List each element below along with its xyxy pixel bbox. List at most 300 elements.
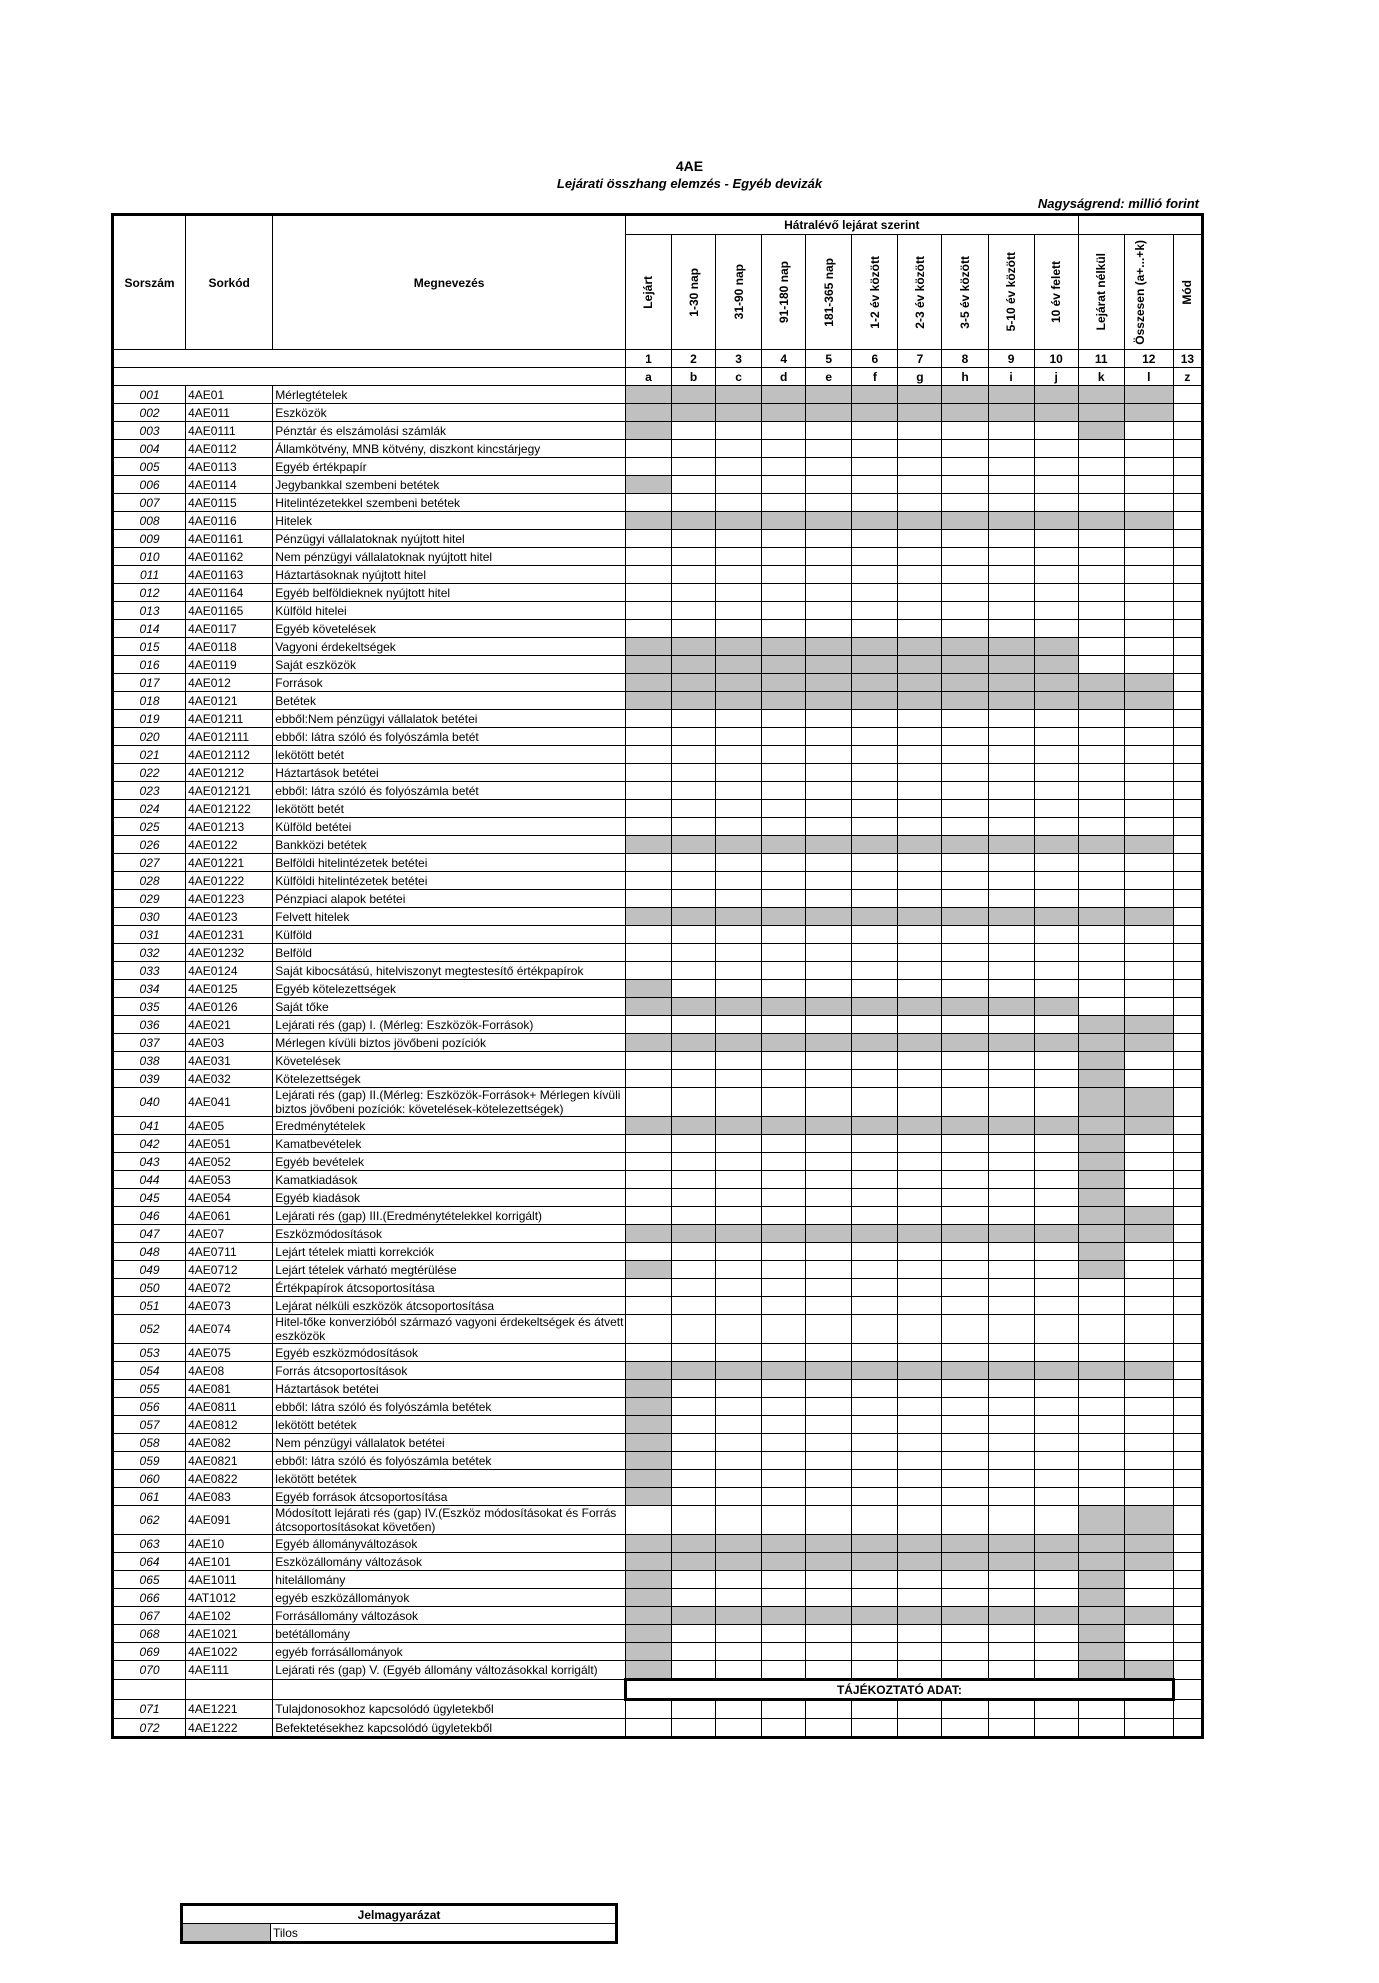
input-cell[interactable] [671,1243,715,1261]
input-cell[interactable] [762,728,806,746]
input-cell[interactable] [806,1297,852,1315]
input-cell[interactable] [988,980,1034,998]
input-cell[interactable] [942,1016,988,1034]
input-cell[interactable] [1034,1070,1078,1088]
input-cell[interactable] [671,926,715,944]
input-cell[interactable] [806,1506,852,1535]
input-cell[interactable] [806,1719,852,1738]
input-cell[interactable] [1124,1344,1173,1362]
input-cell[interactable] [806,1207,852,1225]
input-cell[interactable] [1034,1719,1078,1738]
input-cell[interactable] [988,1380,1034,1398]
input-cell[interactable] [898,1243,942,1261]
input-cell[interactable] [1034,1434,1078,1452]
input-cell[interactable] [762,584,806,602]
input-cell[interactable] [1124,458,1173,476]
input-cell[interactable] [1124,1571,1173,1589]
input-cell[interactable] [1078,1452,1124,1470]
input-cell[interactable] [1124,1261,1173,1279]
input-cell[interactable] [898,1380,942,1398]
input-cell[interactable] [716,1380,762,1398]
input-cell[interactable] [762,620,806,638]
input-cell[interactable] [716,764,762,782]
input-cell[interactable] [1078,1434,1124,1452]
input-cell[interactable] [898,1315,942,1344]
input-cell[interactable] [671,1506,715,1535]
input-cell[interactable] [852,818,898,836]
input-cell[interactable] [1173,656,1202,674]
input-cell[interactable] [942,1488,988,1506]
input-cell[interactable] [988,1016,1034,1034]
input-cell[interactable] [1173,782,1202,800]
input-cell[interactable] [1124,1398,1173,1416]
input-cell[interactable] [988,1452,1034,1470]
input-cell[interactable] [671,962,715,980]
input-cell[interactable] [806,494,852,512]
input-cell[interactable] [898,602,942,620]
input-cell[interactable] [1034,926,1078,944]
input-cell[interactable] [852,1315,898,1344]
input-cell[interactable] [1173,1016,1202,1034]
input-cell[interactable] [1034,1171,1078,1189]
input-cell[interactable] [806,458,852,476]
input-cell[interactable] [806,1398,852,1416]
input-cell[interactable] [625,782,671,800]
input-cell[interactable] [1124,1243,1173,1261]
input-cell[interactable] [762,1380,806,1398]
input-cell[interactable] [1124,746,1173,764]
input-cell[interactable] [1124,566,1173,584]
input-cell[interactable] [806,800,852,818]
input-cell[interactable] [1173,512,1202,530]
input-cell[interactable] [1173,1380,1202,1398]
input-cell[interactable] [988,476,1034,494]
input-cell[interactable] [762,1416,806,1434]
input-cell[interactable] [1173,1571,1202,1589]
input-cell[interactable] [806,440,852,458]
input-cell[interactable] [942,1398,988,1416]
input-cell[interactable] [898,728,942,746]
input-cell[interactable] [852,1571,898,1589]
input-cell[interactable] [898,1297,942,1315]
input-cell[interactable] [625,1279,671,1297]
input-cell[interactable] [625,1070,671,1088]
input-cell[interactable] [1173,1434,1202,1452]
input-cell[interactable] [852,1070,898,1088]
input-cell[interactable] [671,440,715,458]
input-cell[interactable] [1034,1016,1078,1034]
input-cell[interactable] [1124,656,1173,674]
input-cell[interactable] [898,890,942,908]
input-cell[interactable] [1124,818,1173,836]
input-cell[interactable] [671,872,715,890]
input-cell[interactable] [1124,1135,1173,1153]
input-cell[interactable] [852,1243,898,1261]
input-cell[interactable] [988,1416,1034,1434]
input-cell[interactable] [898,566,942,584]
input-cell[interactable] [1124,1470,1173,1488]
input-cell[interactable] [1078,476,1124,494]
input-cell[interactable] [716,746,762,764]
input-cell[interactable] [762,458,806,476]
input-cell[interactable] [852,980,898,998]
input-cell[interactable] [806,530,852,548]
input-cell[interactable] [942,1700,988,1719]
input-cell[interactable] [716,1315,762,1344]
input-cell[interactable] [852,440,898,458]
input-cell[interactable] [1173,1719,1202,1738]
input-cell[interactable] [671,1297,715,1315]
input-cell[interactable] [988,566,1034,584]
input-cell[interactable] [806,422,852,440]
input-cell[interactable] [898,620,942,638]
input-cell[interactable] [1034,1243,1078,1261]
input-cell[interactable] [1078,800,1124,818]
input-cell[interactable] [942,440,988,458]
input-cell[interactable] [671,1589,715,1607]
input-cell[interactable] [1078,638,1124,656]
input-cell[interactable] [671,584,715,602]
input-cell[interactable] [1078,1416,1124,1434]
input-cell[interactable] [1173,404,1202,422]
input-cell[interactable] [1173,1034,1202,1052]
input-cell[interactable] [852,1643,898,1661]
input-cell[interactable] [1173,1261,1202,1279]
input-cell[interactable] [988,1398,1034,1416]
input-cell[interactable] [942,872,988,890]
input-cell[interactable] [898,584,942,602]
input-cell[interactable] [806,890,852,908]
input-cell[interactable] [1034,980,1078,998]
input-cell[interactable] [716,1661,762,1680]
input-cell[interactable] [852,1052,898,1070]
input-cell[interactable] [716,1261,762,1279]
input-cell[interactable] [716,458,762,476]
input-cell[interactable] [1078,746,1124,764]
input-cell[interactable] [806,764,852,782]
input-cell[interactable] [1078,530,1124,548]
input-cell[interactable] [1078,1700,1124,1719]
input-cell[interactable] [942,1189,988,1207]
input-cell[interactable] [762,440,806,458]
input-cell[interactable] [852,800,898,818]
input-cell[interactable] [988,1135,1034,1153]
input-cell[interactable] [762,872,806,890]
input-cell[interactable] [1078,1488,1124,1506]
input-cell[interactable] [898,1452,942,1470]
input-cell[interactable] [852,1416,898,1434]
input-cell[interactable] [942,854,988,872]
input-cell[interactable] [625,1297,671,1315]
input-cell[interactable] [988,620,1034,638]
input-cell[interactable] [898,1506,942,1535]
input-cell[interactable] [1173,800,1202,818]
input-cell[interactable] [1034,584,1078,602]
input-cell[interactable] [716,584,762,602]
input-cell[interactable] [988,1344,1034,1362]
input-cell[interactable] [1034,548,1078,566]
input-cell[interactable] [1173,1506,1202,1535]
input-cell[interactable] [1124,872,1173,890]
input-cell[interactable] [625,584,671,602]
input-cell[interactable] [671,1016,715,1034]
input-cell[interactable] [852,476,898,494]
input-cell[interactable] [942,1171,988,1189]
input-cell[interactable] [1034,1380,1078,1398]
input-cell[interactable] [852,1088,898,1117]
input-cell[interactable] [1124,476,1173,494]
input-cell[interactable] [806,1488,852,1506]
input-cell[interactable] [988,422,1034,440]
input-cell[interactable] [988,1589,1034,1607]
input-cell[interactable] [671,1625,715,1643]
input-cell[interactable] [1034,800,1078,818]
input-cell[interactable] [625,1088,671,1117]
input-cell[interactable] [852,1719,898,1738]
input-cell[interactable] [762,1719,806,1738]
input-cell[interactable] [1173,638,1202,656]
input-cell[interactable] [1124,548,1173,566]
input-cell[interactable] [1124,1189,1173,1207]
input-cell[interactable] [898,1261,942,1279]
input-cell[interactable] [942,1719,988,1738]
input-cell[interactable] [852,584,898,602]
input-cell[interactable] [1173,1625,1202,1643]
input-cell[interactable] [988,1571,1034,1589]
input-cell[interactable] [852,1589,898,1607]
input-cell[interactable] [1173,1297,1202,1315]
input-cell[interactable] [942,1315,988,1344]
input-cell[interactable] [852,944,898,962]
input-cell[interactable] [1173,1344,1202,1362]
input-cell[interactable] [852,710,898,728]
input-cell[interactable] [625,746,671,764]
input-cell[interactable] [898,440,942,458]
input-cell[interactable] [1173,1088,1202,1117]
input-cell[interactable] [898,1470,942,1488]
input-cell[interactable] [1173,1607,1202,1625]
input-cell[interactable] [1034,494,1078,512]
input-cell[interactable] [1034,764,1078,782]
input-cell[interactable] [1034,1643,1078,1661]
input-cell[interactable] [762,1700,806,1719]
input-cell[interactable] [671,1171,715,1189]
input-cell[interactable] [1173,746,1202,764]
input-cell[interactable] [898,764,942,782]
input-cell[interactable] [806,1625,852,1643]
input-cell[interactable] [1034,854,1078,872]
input-cell[interactable] [806,1571,852,1589]
input-cell[interactable] [1034,1589,1078,1607]
input-cell[interactable] [1124,584,1173,602]
input-cell[interactable] [671,1315,715,1344]
input-cell[interactable] [942,764,988,782]
input-cell[interactable] [762,782,806,800]
input-cell[interactable] [671,746,715,764]
input-cell[interactable] [762,602,806,620]
input-cell[interactable] [942,1207,988,1225]
input-cell[interactable] [625,1315,671,1344]
input-cell[interactable] [988,782,1034,800]
input-cell[interactable] [1173,1207,1202,1225]
input-cell[interactable] [852,1344,898,1362]
input-cell[interactable] [898,1344,942,1362]
input-cell[interactable] [1173,1052,1202,1070]
input-cell[interactable] [671,566,715,584]
input-cell[interactable] [762,1052,806,1070]
input-cell[interactable] [988,1153,1034,1171]
input-cell[interactable] [1124,602,1173,620]
input-cell[interactable] [1078,1470,1124,1488]
input-cell[interactable] [806,1171,852,1189]
input-cell[interactable] [671,494,715,512]
input-cell[interactable] [1034,1088,1078,1117]
input-cell[interactable] [716,1189,762,1207]
input-cell[interactable] [806,620,852,638]
input-cell[interactable] [625,1719,671,1738]
input-cell[interactable] [806,476,852,494]
input-cell[interactable] [762,1153,806,1171]
input-cell[interactable] [716,1434,762,1452]
input-cell[interactable] [716,818,762,836]
input-cell[interactable] [671,1488,715,1506]
input-cell[interactable] [762,1016,806,1034]
input-cell[interactable] [806,872,852,890]
input-cell[interactable] [806,566,852,584]
input-cell[interactable] [762,566,806,584]
input-cell[interactable] [806,1135,852,1153]
input-cell[interactable] [898,476,942,494]
input-cell[interactable] [1124,1700,1173,1719]
input-cell[interactable] [806,944,852,962]
input-cell[interactable] [942,1452,988,1470]
input-cell[interactable] [1173,1643,1202,1661]
input-cell[interactable] [716,1153,762,1171]
input-cell[interactable] [852,746,898,764]
input-cell[interactable] [1034,530,1078,548]
input-cell[interactable] [1173,1189,1202,1207]
input-cell[interactable] [1078,1344,1124,1362]
input-cell[interactable] [1078,890,1124,908]
input-cell[interactable] [806,584,852,602]
input-cell[interactable] [806,1070,852,1088]
input-cell[interactable] [625,1153,671,1171]
input-cell[interactable] [716,530,762,548]
input-cell[interactable] [942,1416,988,1434]
input-cell[interactable] [671,890,715,908]
input-cell[interactable] [671,1416,715,1434]
input-cell[interactable] [806,548,852,566]
input-cell[interactable] [762,1434,806,1452]
input-cell[interactable] [852,1153,898,1171]
input-cell[interactable] [625,926,671,944]
input-cell[interactable] [806,746,852,764]
input-cell[interactable] [671,1661,715,1680]
input-cell[interactable] [1078,980,1124,998]
input-cell[interactable] [898,1661,942,1680]
input-cell[interactable] [762,1243,806,1261]
input-cell[interactable] [671,1571,715,1589]
input-cell[interactable] [625,494,671,512]
input-cell[interactable] [762,854,806,872]
input-cell[interactable] [716,962,762,980]
input-cell[interactable] [762,1189,806,1207]
input-cell[interactable] [806,1470,852,1488]
input-cell[interactable] [988,1261,1034,1279]
input-cell[interactable] [852,566,898,584]
input-cell[interactable] [625,566,671,584]
input-cell[interactable] [762,1315,806,1344]
input-cell[interactable] [1173,1398,1202,1416]
input-cell[interactable] [942,1589,988,1607]
input-cell[interactable] [942,1279,988,1297]
input-cell[interactable] [625,872,671,890]
input-cell[interactable] [716,566,762,584]
input-cell[interactable] [671,710,715,728]
input-cell[interactable] [1034,1297,1078,1315]
input-cell[interactable] [1034,1452,1078,1470]
input-cell[interactable] [806,1344,852,1362]
input-cell[interactable] [671,980,715,998]
input-cell[interactable] [942,1380,988,1398]
input-cell[interactable] [625,764,671,782]
input-cell[interactable] [762,1297,806,1315]
input-cell[interactable] [1173,1416,1202,1434]
input-cell[interactable] [1173,998,1202,1016]
input-cell[interactable] [762,1625,806,1643]
input-cell[interactable] [898,1070,942,1088]
input-cell[interactable] [1173,1070,1202,1088]
input-cell[interactable] [671,1135,715,1153]
input-cell[interactable] [1173,872,1202,890]
input-cell[interactable] [988,764,1034,782]
input-cell[interactable] [942,1135,988,1153]
input-cell[interactable] [762,1506,806,1535]
input-cell[interactable] [1173,1225,1202,1243]
input-cell[interactable] [1078,926,1124,944]
input-cell[interactable] [625,890,671,908]
input-cell[interactable] [1034,872,1078,890]
input-cell[interactable] [1034,1261,1078,1279]
input-cell[interactable] [671,854,715,872]
input-cell[interactable] [1173,692,1202,710]
input-cell[interactable] [716,1052,762,1070]
input-cell[interactable] [671,728,715,746]
input-cell[interactable] [625,944,671,962]
input-cell[interactable] [716,1207,762,1225]
input-cell[interactable] [988,1189,1034,1207]
input-cell[interactable] [1124,998,1173,1016]
input-cell[interactable] [716,1344,762,1362]
input-cell[interactable] [1124,764,1173,782]
input-cell[interactable] [716,782,762,800]
input-cell[interactable] [716,1398,762,1416]
input-cell[interactable] [762,1088,806,1117]
input-cell[interactable] [942,1506,988,1535]
input-cell[interactable] [852,530,898,548]
input-cell[interactable] [806,962,852,980]
input-cell[interactable] [1173,458,1202,476]
input-cell[interactable] [671,422,715,440]
input-cell[interactable] [625,620,671,638]
input-cell[interactable] [716,1589,762,1607]
input-cell[interactable] [1173,1171,1202,1189]
input-cell[interactable] [1173,764,1202,782]
input-cell[interactable] [1078,566,1124,584]
input-cell[interactable] [716,1016,762,1034]
input-cell[interactable] [762,1452,806,1470]
input-cell[interactable] [942,548,988,566]
